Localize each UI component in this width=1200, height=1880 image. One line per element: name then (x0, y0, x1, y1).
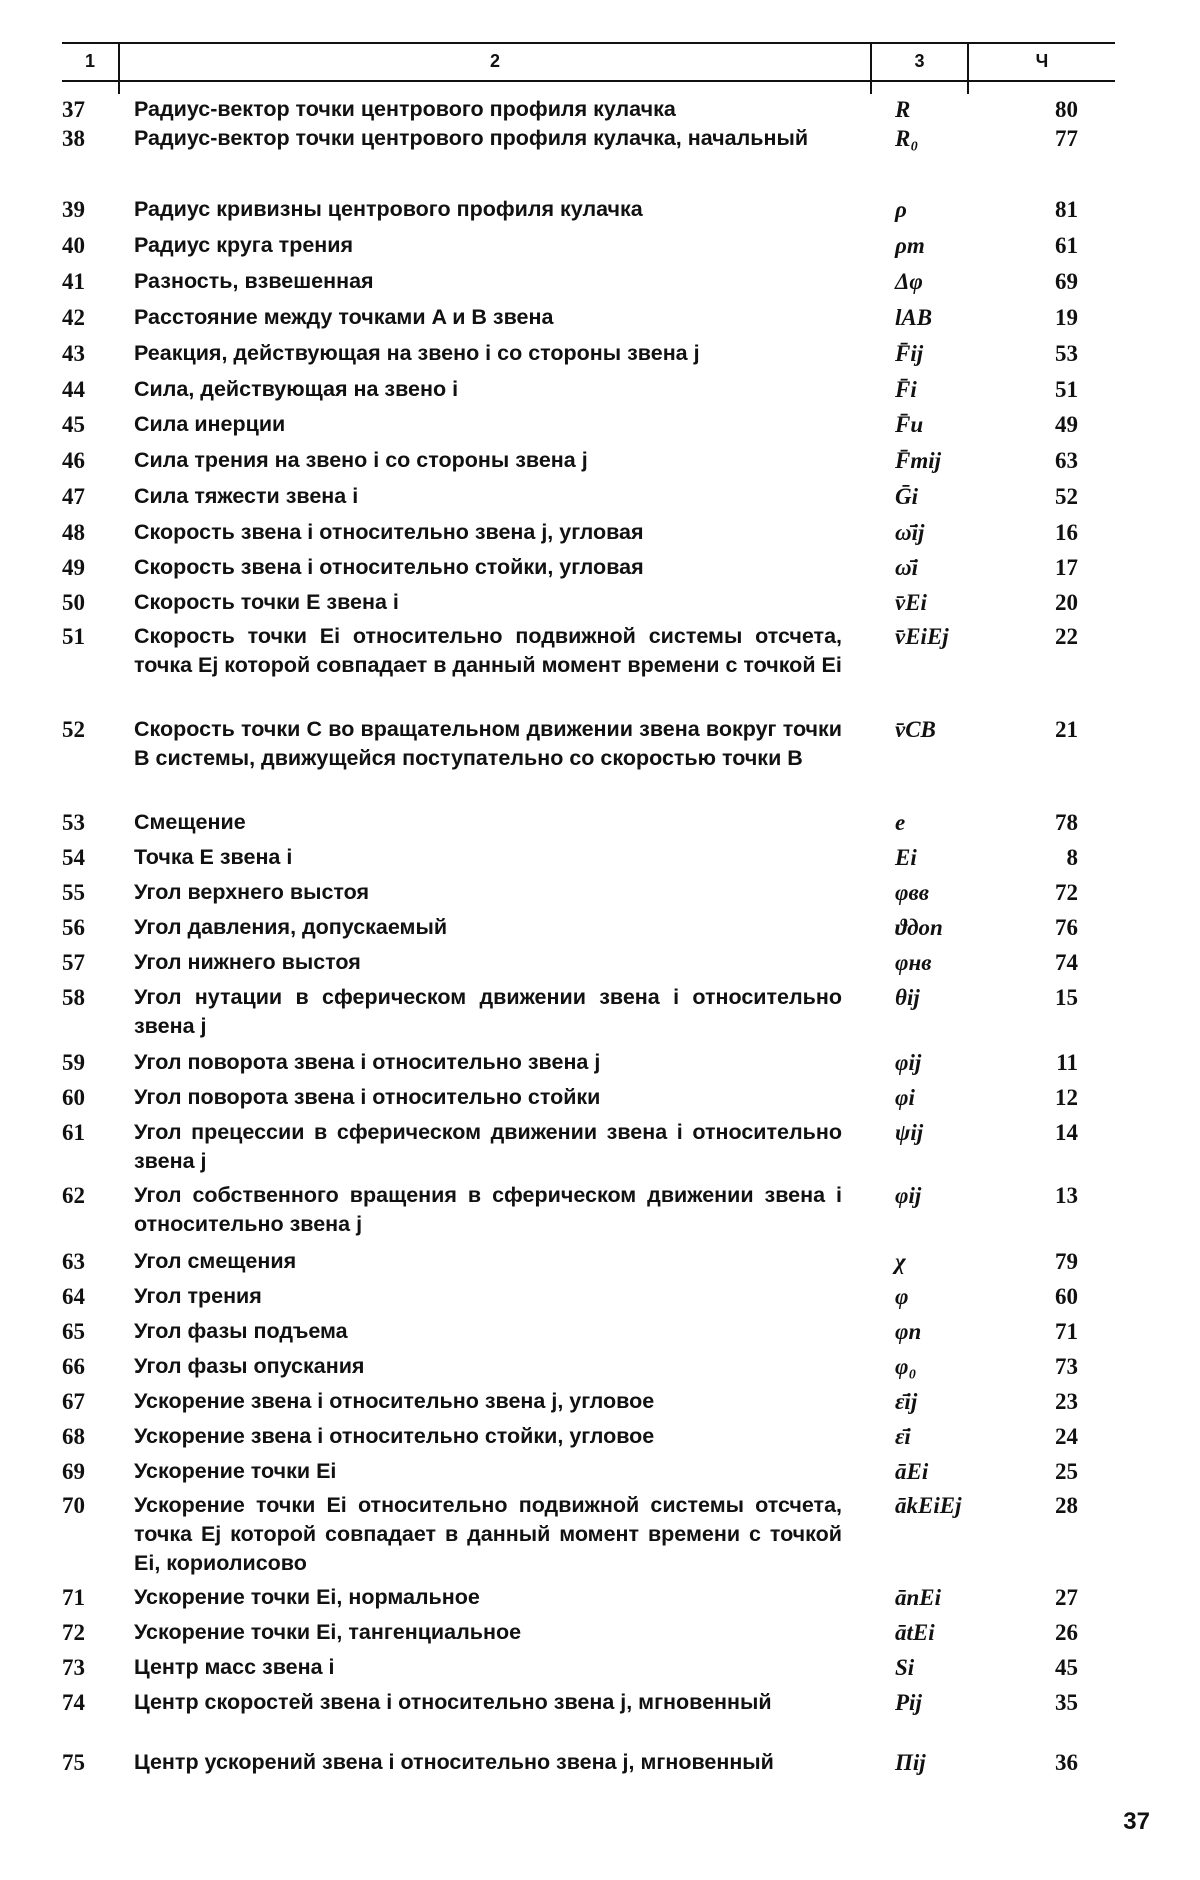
row-term: Центр скоростей звена i относительно звена j, мгновенный (134, 1690, 772, 1714)
row-number: 56 (62, 915, 85, 940)
row-number: 43 (62, 341, 85, 366)
row-term: Расстояние между точками A и B звена (134, 305, 554, 329)
row-reference: 79 (1055, 1249, 1078, 1274)
row-number: 52 (62, 717, 85, 742)
row-term: Ускорение точки Ei, нормальное (134, 1585, 480, 1609)
row-symbol: Pij (895, 1690, 922, 1715)
row-term: Скорость звена i относительно стойки, угловая (134, 555, 644, 579)
row-reference: 45 (1055, 1655, 1078, 1680)
header-col-2: 2 (489, 51, 500, 71)
row-number: 46 (62, 448, 85, 473)
row-term: Точка E звена i (134, 845, 293, 869)
row-term: Сила трения на звено i со стороны звена j (134, 448, 588, 472)
row-term: Радиус кривизны центрового профиля кулачка (134, 197, 643, 221)
row-symbol: v̄EiEj (895, 624, 949, 649)
row-number: 37 (62, 97, 85, 122)
row-number: 45 (62, 412, 85, 437)
row-term: Угол фазы подъема (134, 1319, 348, 1343)
row-symbol: φ (895, 1284, 909, 1309)
row-reference: 16 (1055, 520, 1078, 545)
row-reference: 78 (1055, 810, 1078, 835)
row-symbol: φп (895, 1319, 922, 1344)
row-symbol: φi (895, 1085, 915, 1110)
row-term: Радиус круга трения (134, 233, 354, 257)
row-number: 74 (62, 1690, 85, 1715)
row-reference: 28 (1055, 1493, 1078, 1518)
row-symbol: ρт (895, 233, 925, 258)
row-symbol: ψij (895, 1120, 924, 1145)
row-term: Реакция, действующая на звено i со стороны звена j (134, 341, 700, 365)
row-reference: 52 (1055, 484, 1078, 509)
row-number: 42 (62, 305, 85, 330)
row-term: Угол собственного вращения в сферическом движении звена i относительно звена j (134, 1183, 842, 1236)
row-symbol: Δφ (895, 269, 923, 294)
row-symbol: F̄и (895, 412, 924, 437)
row-symbol: ε̄ij (895, 1389, 918, 1414)
row-term: Угол нижнего выстоя (134, 950, 361, 974)
row-symbol: R₀ (895, 126, 919, 151)
row-term: Сила, действующая на звено i (134, 377, 459, 401)
row-symbol: Si (895, 1655, 915, 1680)
row-reference: 14 (1055, 1120, 1078, 1145)
row-term: Угол поворота звена i относительно стойки (134, 1085, 601, 1109)
row-term: Радиус-вектор точки центрового профиля кулачка, начальный (134, 126, 809, 150)
row-number: 61 (62, 1120, 85, 1145)
row-symbol: Πij (895, 1750, 926, 1775)
row-term: Угол прецессии в сферическом движении звена i относительно звена j (134, 1120, 842, 1173)
row-number: 67 (62, 1389, 85, 1414)
row-reference: 63 (1055, 448, 1078, 473)
row-number: 59 (62, 1050, 85, 1075)
row-term: Угол фазы опускания (134, 1354, 365, 1378)
row-number: 75 (62, 1750, 85, 1775)
row-reference: 49 (1055, 412, 1078, 437)
row-number: 63 (62, 1249, 85, 1274)
row-reference: 25 (1055, 1459, 1078, 1484)
row-number: 71 (62, 1585, 85, 1610)
row-number: 48 (62, 520, 85, 545)
row-reference: 73 (1055, 1354, 1078, 1379)
row-reference: 19 (1055, 305, 1078, 330)
row-symbol: ātEi (895, 1620, 935, 1645)
row-reference: 17 (1055, 555, 1078, 580)
row-symbol: e (895, 810, 906, 835)
row-number: 44 (62, 377, 85, 402)
row-symbol: ϑдоп (895, 915, 943, 940)
row-symbol: F̄i (895, 377, 917, 402)
row-reference: 69 (1055, 269, 1078, 294)
row-term: Скорость точки C во вращательном движении звена вокруг точки B системы, движущейся поступательно со скоростью точки B (134, 717, 842, 770)
row-number: 39 (62, 197, 85, 222)
row-number: 40 (62, 233, 85, 258)
row-symbol: āEi (895, 1459, 929, 1484)
row-symbol: ānEi (895, 1585, 942, 1610)
row-reference: 15 (1055, 985, 1078, 1010)
row-term: Скорость звена i относительно звена j, угловая (134, 520, 644, 544)
row-reference: 74 (1055, 950, 1078, 975)
page-number: 37 (1123, 1808, 1150, 1835)
row-term: Ускорение точки Ei, тангенциальное (134, 1620, 522, 1644)
row-symbol: F̄тij (895, 448, 942, 473)
row-reference: 72 (1055, 880, 1078, 905)
row-term: Угол смещения (134, 1249, 297, 1273)
row-symbol: Ḡi (895, 484, 918, 509)
row-term: Угол трения (134, 1284, 262, 1308)
row-reference: 26 (1055, 1620, 1078, 1645)
row-term: Центр ускорений звена i относительно звена j, мгновенный (134, 1750, 774, 1774)
row-number: 50 (62, 590, 85, 615)
row-number: 51 (62, 624, 85, 649)
row-term: Разность, взвешенная (134, 269, 374, 293)
row-number: 58 (62, 985, 85, 1010)
row-number: 38 (62, 126, 85, 151)
row-number: 41 (62, 269, 85, 294)
row-term: Ускорение точки Ei (134, 1459, 337, 1483)
header-bottom-rule (62, 80, 1115, 82)
row-symbol: ω̄ij (895, 520, 925, 545)
row-term: Сила тяжести звена i (134, 484, 359, 508)
row-reference: 36 (1055, 1750, 1078, 1775)
row-symbol: R (895, 97, 911, 122)
row-reference: 80 (1055, 97, 1078, 122)
row-number: 72 (62, 1620, 85, 1645)
row-reference: 11 (1056, 1050, 1078, 1075)
row-symbol: F̄ij (895, 341, 924, 366)
row-term: Скорость точки Ei относительно подвижной системы отсчета, точка Ej которой совпадает в данный момент времени с точкой Ei (134, 624, 842, 677)
row-symbol: φij (895, 1183, 922, 1208)
row-reference: 61 (1055, 233, 1078, 258)
row-term: Ускорение звена i относительно стойки, угловое (134, 1424, 655, 1448)
row-reference: 13 (1055, 1183, 1078, 1208)
row-term: Сила инерции (134, 412, 286, 436)
row-number: 57 (62, 950, 85, 975)
row-symbol: ρ (895, 197, 907, 222)
row-reference: 21 (1055, 717, 1078, 742)
row-number: 73 (62, 1655, 85, 1680)
row-number: 60 (62, 1085, 85, 1110)
row-term: Угол поворота звена i относительно звена j (134, 1050, 601, 1074)
row-term: Радиус-вектор точки центрового профиля кулачка (134, 97, 676, 121)
row-number: 68 (62, 1424, 85, 1449)
row-reference: 51 (1055, 377, 1078, 402)
row-symbol: ε̄i (895, 1424, 911, 1449)
row-term: Смещение (134, 810, 246, 834)
row-symbol: φвв (895, 880, 930, 905)
header-col-3: 3 (914, 51, 925, 71)
row-term: Ускорение звена i относительно звена j, угловое (134, 1389, 655, 1413)
row-number: 64 (62, 1284, 85, 1309)
row-reference: 22 (1055, 624, 1078, 649)
row-reference: 53 (1055, 341, 1078, 366)
row-term: Центр масс звена i (134, 1655, 335, 1679)
row-term: Ускорение точки Ei относительно подвижной системы отсчета, точка Ej которой совпадает в данный момент времени с точкой Ei, кориолисово (134, 1493, 842, 1575)
row-number: 66 (62, 1354, 85, 1379)
row-number: 69 (62, 1459, 85, 1484)
row-symbol: v̄CB (895, 717, 936, 742)
row-number: 47 (62, 484, 85, 509)
row-number: 62 (62, 1183, 85, 1208)
row-reference: 23 (1055, 1389, 1078, 1414)
row-term: Угол нутации в сферическом движении звена i относительно звена j (134, 985, 842, 1038)
row-reference: 20 (1055, 590, 1078, 615)
row-reference: 24 (1055, 1424, 1078, 1449)
row-number: 70 (62, 1493, 85, 1518)
row-symbol: lAB (895, 305, 933, 330)
row-symbol: Ei (895, 845, 917, 870)
row-symbol: φнв (895, 950, 932, 975)
header-col-1: 1 (84, 51, 95, 71)
row-term: Угол верхнего выстоя (134, 880, 370, 904)
row-reference: 76 (1055, 915, 1078, 940)
row-symbol: χ (895, 1249, 906, 1274)
row-symbol: ākEiEj (895, 1493, 962, 1518)
row-reference: 8 (1066, 845, 1078, 870)
header-col-4: Ч (1035, 51, 1049, 71)
row-reference: 27 (1055, 1585, 1078, 1610)
row-term: Угол давления, допускаемый (134, 915, 448, 939)
row-reference: 81 (1055, 197, 1078, 222)
row-number: 54 (62, 845, 85, 870)
row-symbol: φ₀ (895, 1354, 917, 1379)
row-number: 65 (62, 1319, 85, 1344)
row-reference: 12 (1055, 1085, 1078, 1110)
row-symbol: v̄Ei (895, 590, 927, 615)
row-number: 49 (62, 555, 85, 580)
row-number: 55 (62, 880, 85, 905)
row-reference: 35 (1055, 1690, 1078, 1715)
row-symbol: φij (895, 1050, 922, 1075)
row-term: Скорость точки E звена i (134, 590, 399, 614)
row-reference: 77 (1055, 126, 1078, 151)
row-symbol: ω̄i (895, 555, 919, 580)
row-reference: 60 (1055, 1284, 1078, 1309)
row-number: 53 (62, 810, 85, 835)
row-reference: 71 (1055, 1319, 1078, 1344)
row-symbol: θij (895, 985, 920, 1010)
